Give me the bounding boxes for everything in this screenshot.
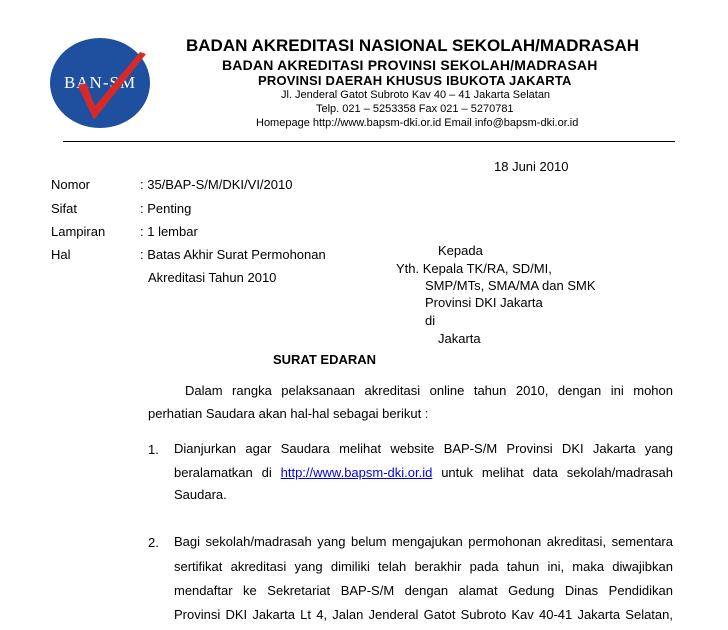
item-1-line-2 [174,460,673,485]
header-line-2: BADAN AKREDITASI PROVINSI SEKOLAH/MADRASAH [222,57,598,73]
header-line-1: BADAN AKREDITASI NASIONAL SEKOLAH/MADRASAH [186,36,640,55]
item-1-line-3: Saudara. [174,487,227,502]
letter-title: SURAT EDARAN [273,352,377,367]
recipient-line-2: SMP/MTs, SMA/MA dan SMK [425,278,596,293]
letter-date: 18 Juni 2010 [494,159,569,174]
nomor-label: Nomor [51,177,91,192]
item-2-number: 2. [148,535,159,550]
intro-line-2: perhatian Saudara akan hal-hal sebagai berikut : [148,406,429,421]
hal-value-2: Akreditasi Tahun 2010 [148,270,277,285]
bansm-logo [48,36,152,130]
header-phone: Telp. 021 – 5253358 Fax 021 – 5270781 [316,103,514,115]
recipient-line-3: Provinsi DKI Jakarta [425,295,543,310]
lampiran-label: Lampiran [51,224,106,239]
item-2-line-2: sertifikat akreditasi yang dimiliki telah berakhir pada tahun ini, maka diwajibkan [174,559,673,574]
nomor-value: : 35/BAP-S/M/DKI/VI/2010 [140,177,293,192]
item-1-line-1: Dianjurkan agar Saudara melihat website BAP-S/M Provinsi DKI Jakarta yang [174,441,673,456]
item-2-line-3: mendaftar ke Sekretariat BAP-S/M dengan alamat Gedung Dinas Pendidikan [174,583,673,598]
item-1-number: 1. [148,442,159,457]
header-address: Jl. Jenderal Gatot Subroto Kav 40 – 41 Jakarta Selatan [281,89,551,101]
recipient-kepada: Kepada [438,243,483,258]
intro-line-1: Dalam rangka pelaksanaan akreditasi online tahun 2010, dengan ini mohon [185,383,673,398]
item-1-line-2-pre: beralamatkan di [174,465,272,480]
header-line-3: PROVINSI DAERAH KHUSUS IBUKOTA JAKARTA [258,73,572,88]
hal-value-1: : Batas Akhir Surat Permohonan [140,247,326,262]
sifat-label: Sifat [51,201,78,216]
lampiran-value: : 1 lembar [140,224,198,239]
recipient-yth: Yth. Kepala TK/RA, SD/MI, [396,261,552,276]
sifat-value: : Penting [140,201,192,216]
header-homepage: Homepage http://www.bapsm-dki.or.id Email info@bapsm-dki.or.id [256,117,579,129]
logo-text: BAN-SM [63,73,137,92]
item-2-line-4: Provinsi DKI Jakarta Lt 4, Jalan Jenderal Gatot Subroto Kav 40-41 Jakarta Selatan, [174,607,673,622]
item-2-line-1: Bagi sekolah/madrasah yang belum mengajukan permohonan akreditasi, sementara [174,534,673,549]
website-link[interactable]: http://www.bapsm-dki.or.id [280,465,433,480]
recipient-line-5: Jakarta [438,331,481,346]
header-divider [63,141,675,142]
item-1-line-2-post: untuk melihat data sekolah/madrasah [441,465,673,480]
hal-label: Hal [51,247,71,262]
recipient-line-4: di [425,313,436,328]
